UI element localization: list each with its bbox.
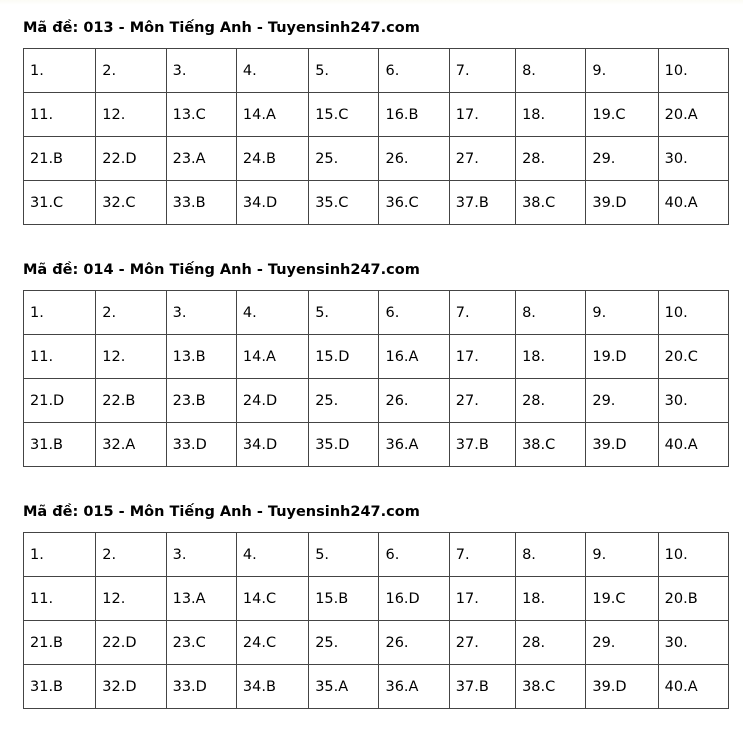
answer-cell: 38.C xyxy=(516,181,586,225)
answer-cell: 24.B xyxy=(236,137,308,181)
answer-cell: 6. xyxy=(379,291,449,335)
answer-cell: 3. xyxy=(166,291,236,335)
answer-cell: 19.C xyxy=(586,93,658,137)
answer-cell: 8. xyxy=(516,49,586,93)
answer-cell: 12. xyxy=(96,93,166,137)
answer-cell: 16.B xyxy=(379,93,449,137)
answer-cell: 30. xyxy=(658,379,728,423)
answer-cell: 20.A xyxy=(658,93,728,137)
answer-cell: 14.A xyxy=(236,93,308,137)
answer-cell: 15.D xyxy=(309,335,379,379)
top-accent-line xyxy=(0,0,743,5)
answer-cell: 39.D xyxy=(586,423,658,467)
answer-cell: 22.B xyxy=(96,379,166,423)
table-row xyxy=(24,49,729,93)
answer-cell: 2. xyxy=(96,49,166,93)
section-title: Mã đề: 014 - Môn Tiếng Anh - Tuyensinh247.com xyxy=(23,262,420,278)
answer-cell: 29. xyxy=(586,379,658,423)
answer-cell: 22.D xyxy=(96,137,166,181)
answer-cell: 6. xyxy=(379,533,449,577)
answer-section-015 xyxy=(23,502,729,709)
answer-cell: 8. xyxy=(516,291,586,335)
answer-cell: 39.D xyxy=(586,665,658,709)
answer-cell: 11. xyxy=(24,335,96,379)
answer-cell: 12. xyxy=(96,577,166,621)
table-row xyxy=(24,665,729,709)
answer-cell: 26. xyxy=(379,621,449,665)
answer-cell: 7. xyxy=(449,533,515,577)
answer-cell: 14.C xyxy=(236,577,308,621)
answer-cell: 28. xyxy=(516,137,586,181)
answer-cell: 36.A xyxy=(379,665,449,709)
answer-cell: 9. xyxy=(586,533,658,577)
answer-cell: 37.B xyxy=(449,423,515,467)
answer-table xyxy=(23,532,729,709)
answer-cell: 19.D xyxy=(586,335,658,379)
answer-cell: 15.C xyxy=(309,93,379,137)
answer-cell: 18. xyxy=(516,93,586,137)
answer-cell: 11. xyxy=(24,93,96,137)
table-row xyxy=(24,181,729,225)
answer-cell: 2. xyxy=(96,533,166,577)
section-title: Mã đề: 013 - Môn Tiếng Anh - Tuyensinh247.com xyxy=(23,20,420,36)
answer-cell: 27. xyxy=(449,379,515,423)
answer-cell: 23.C xyxy=(166,621,236,665)
answer-cell: 5. xyxy=(309,49,379,93)
answer-cell: 20.C xyxy=(658,335,728,379)
answer-cell: 5. xyxy=(309,291,379,335)
answer-cell: 34.D xyxy=(236,423,308,467)
answer-cell: 35.A xyxy=(309,665,379,709)
answer-cell: 9. xyxy=(586,291,658,335)
answer-cell: 30. xyxy=(658,621,728,665)
answer-cell: 25. xyxy=(309,137,379,181)
table-row xyxy=(24,335,729,379)
answer-cell: 35.D xyxy=(309,423,379,467)
answer-cell: 10. xyxy=(658,291,728,335)
answer-cell: 32.D xyxy=(96,665,166,709)
answer-cell: 9. xyxy=(586,49,658,93)
answer-cell: 1. xyxy=(24,533,96,577)
answer-cell: 21.B xyxy=(24,621,96,665)
answer-cell: 31.B xyxy=(24,423,96,467)
answer-cell: 29. xyxy=(586,137,658,181)
answer-cell: 30. xyxy=(658,137,728,181)
section-title: Mã đề: 015 - Môn Tiếng Anh - Tuyensinh247.com xyxy=(23,504,420,520)
table-row xyxy=(24,137,729,181)
answer-cell: 1. xyxy=(24,49,96,93)
answer-cell: 27. xyxy=(449,137,515,181)
answer-cell: 32.A xyxy=(96,423,166,467)
answer-cell: 1. xyxy=(24,291,96,335)
answer-cell: 17. xyxy=(449,93,515,137)
answer-cell: 36.C xyxy=(379,181,449,225)
answer-section-013 xyxy=(23,18,729,225)
answer-cell: 4. xyxy=(236,533,308,577)
answer-cell: 21.B xyxy=(24,137,96,181)
answer-cell: 23.A xyxy=(166,137,236,181)
table-row xyxy=(24,423,729,467)
answer-cell: 18. xyxy=(516,577,586,621)
answer-cell: 7. xyxy=(449,291,515,335)
answer-cell: 5. xyxy=(309,533,379,577)
answer-cell: 17. xyxy=(449,577,515,621)
answer-cell: 4. xyxy=(236,49,308,93)
answer-cell: 22.D xyxy=(96,621,166,665)
answer-cell: 10. xyxy=(658,49,728,93)
table-row xyxy=(24,93,729,137)
answer-cell: 26. xyxy=(379,137,449,181)
answer-cell: 7. xyxy=(449,49,515,93)
answer-table xyxy=(23,290,729,467)
answer-cell: 37.B xyxy=(449,181,515,225)
answer-cell: 16.A xyxy=(379,335,449,379)
answer-cell: 13.B xyxy=(166,335,236,379)
answer-cell: 40.A xyxy=(658,181,728,225)
answer-cell: 35.C xyxy=(309,181,379,225)
answer-cell: 6. xyxy=(379,49,449,93)
table-row xyxy=(24,291,729,335)
table-row xyxy=(24,621,729,665)
table-row xyxy=(24,533,729,577)
answer-cell: 20.B xyxy=(658,577,728,621)
answer-cell: 36.A xyxy=(379,423,449,467)
answer-cell: 40.A xyxy=(658,665,728,709)
answer-cell: 31.B xyxy=(24,665,96,709)
answer-cell: 18. xyxy=(516,335,586,379)
answer-cell: 17. xyxy=(449,335,515,379)
answer-cell: 27. xyxy=(449,621,515,665)
answer-cell: 15.B xyxy=(309,577,379,621)
table-row xyxy=(24,379,729,423)
answer-cell: 38.C xyxy=(516,665,586,709)
answer-cell: 23.B xyxy=(166,379,236,423)
answer-table xyxy=(23,48,729,225)
answer-cell: 14.A xyxy=(236,335,308,379)
answer-cell: 31.C xyxy=(24,181,96,225)
answer-cell: 33.D xyxy=(166,665,236,709)
answer-cell: 8. xyxy=(516,533,586,577)
answer-cell: 16.D xyxy=(379,577,449,621)
answer-cell: 34.D xyxy=(236,181,308,225)
answer-section-014 xyxy=(23,260,729,467)
answer-cell: 13.A xyxy=(166,577,236,621)
answer-cell: 24.C xyxy=(236,621,308,665)
answer-cell: 33.D xyxy=(166,423,236,467)
table-row xyxy=(24,577,729,621)
answer-cell: 24.D xyxy=(236,379,308,423)
answer-cell: 25. xyxy=(309,379,379,423)
answer-cell: 28. xyxy=(516,621,586,665)
answer-cell: 3. xyxy=(166,533,236,577)
answer-cell: 13.C xyxy=(166,93,236,137)
answer-cell: 11. xyxy=(24,577,96,621)
answer-cell: 28. xyxy=(516,379,586,423)
answer-cell: 2. xyxy=(96,291,166,335)
answer-cell: 32.C xyxy=(96,181,166,225)
answer-cell: 10. xyxy=(658,533,728,577)
answer-cell: 34.B xyxy=(236,665,308,709)
answer-cell: 40.A xyxy=(658,423,728,467)
answer-cell: 33.B xyxy=(166,181,236,225)
answer-cell: 12. xyxy=(96,335,166,379)
answer-cell: 26. xyxy=(379,379,449,423)
answer-cell: 38.C xyxy=(516,423,586,467)
answer-cell: 39.D xyxy=(586,181,658,225)
answer-cell: 3. xyxy=(166,49,236,93)
answer-cell: 4. xyxy=(236,291,308,335)
answer-cell: 21.D xyxy=(24,379,96,423)
answer-cell: 37.B xyxy=(449,665,515,709)
answer-cell: 29. xyxy=(586,621,658,665)
answer-cell: 25. xyxy=(309,621,379,665)
answer-cell: 19.C xyxy=(586,577,658,621)
